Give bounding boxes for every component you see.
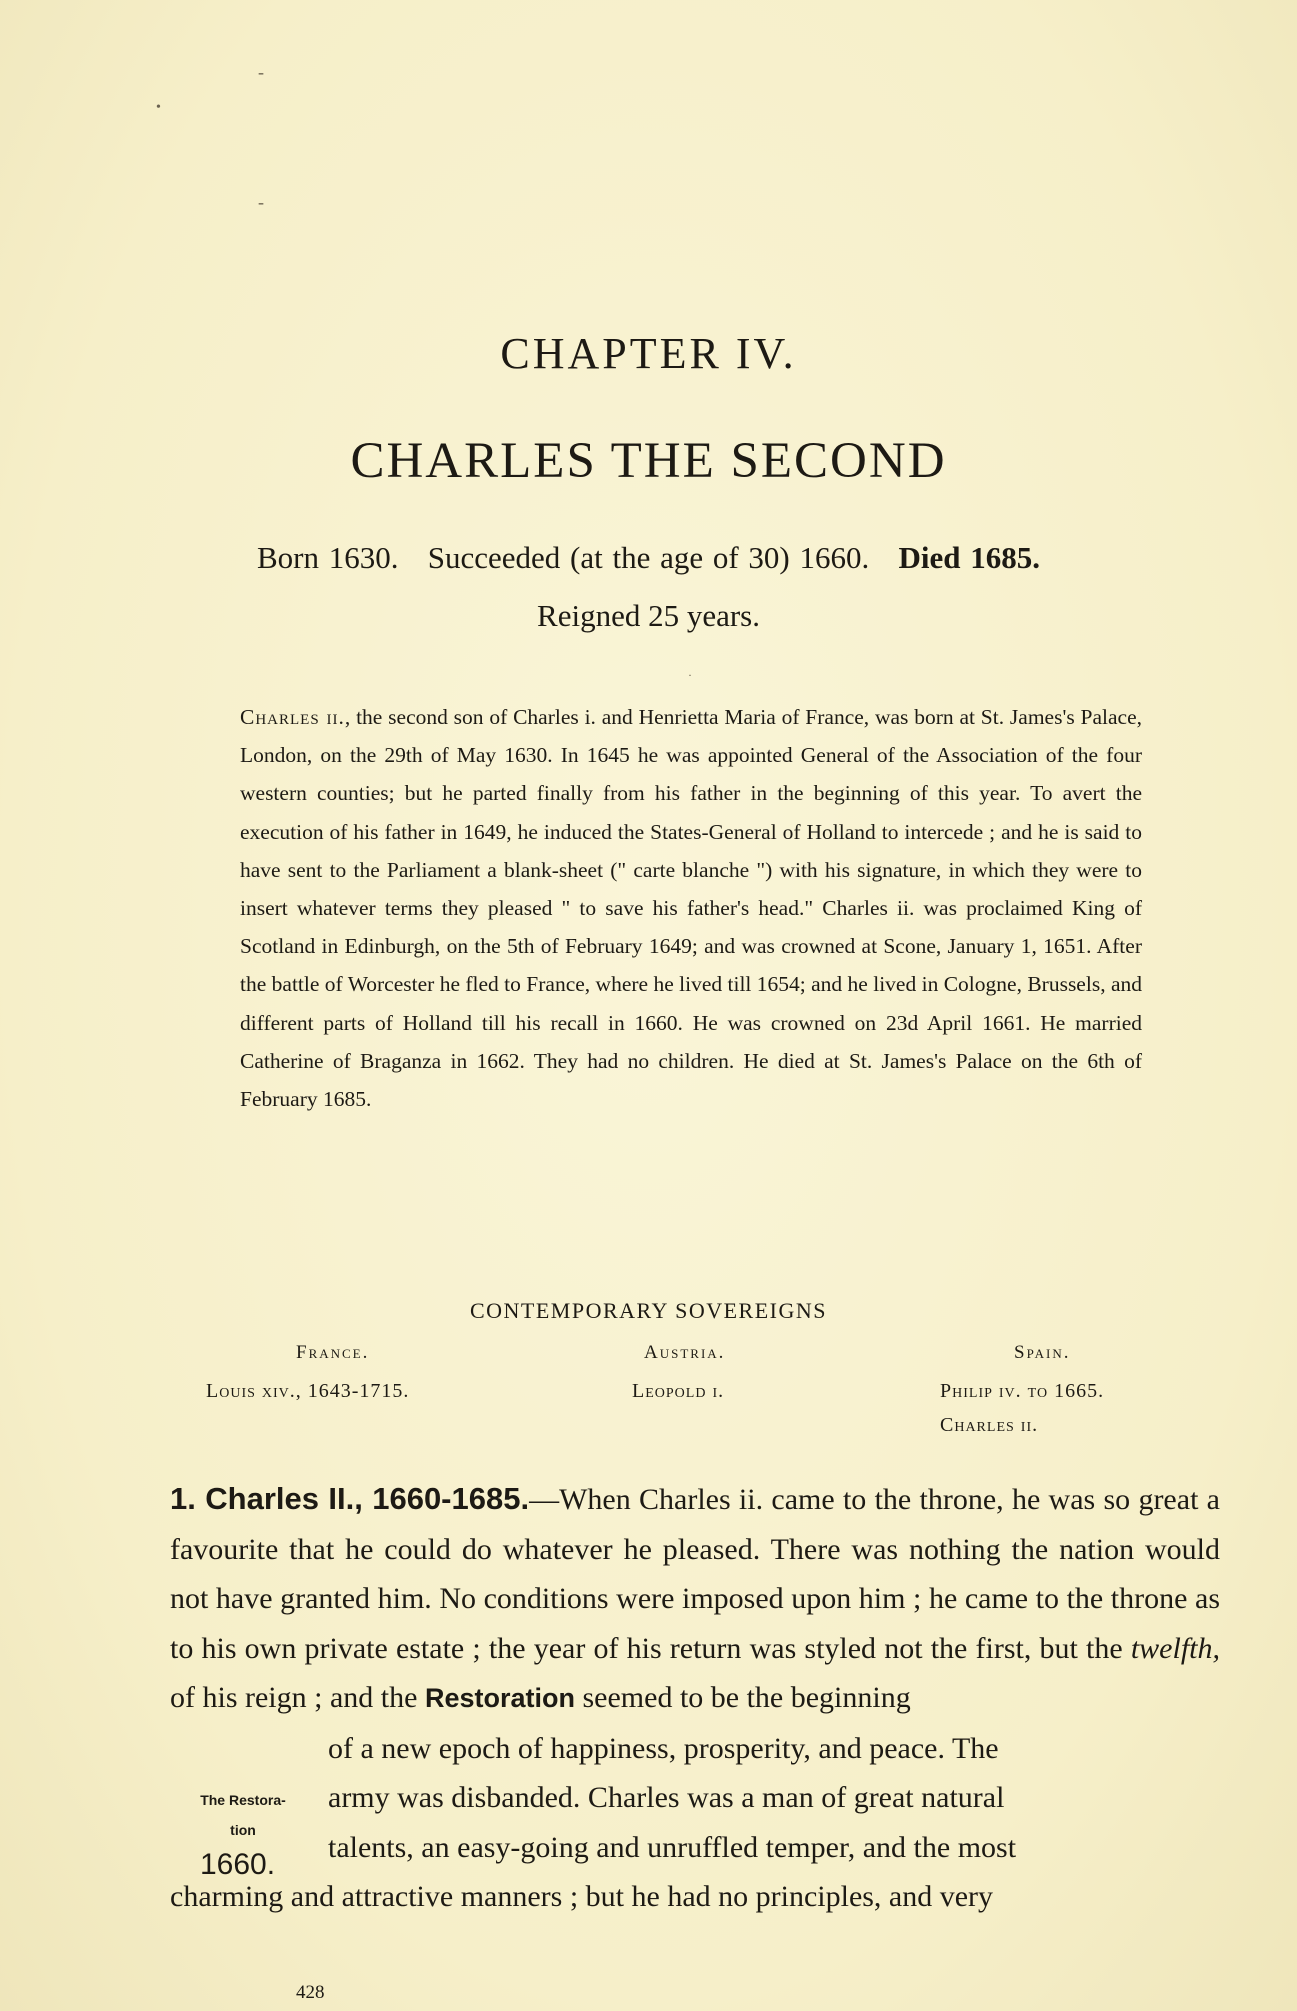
paragraph-heading: 1. Charles II., 1660-1685. — [170, 1481, 530, 1516]
chapter-heading: CHAPTER IV. — [500, 329, 797, 378]
sovereign-spain-2: Charles ii. — [940, 1414, 1039, 1436]
sovereign-column-france-heading: France. — [296, 1342, 370, 1363]
contemporary-sovereigns-title: CONTEMPORARY SOVEREIGNS — [469, 1298, 827, 1323]
stray-mark: - — [258, 62, 264, 82]
sovereign-column-spain-heading: Spain. — [1014, 1342, 1071, 1363]
chapter-title: CHARLES THE SECOND — [350, 433, 947, 489]
bio-text: , the second son of Charles i. and Henrietta Maria of France, was born at St. James's Palace, London, on the 29th of May 1630. In 1645 he was appointed General of the Association of the four western counties; but he parted finally from his father in the beginning of this year. To avert the execution of his father in 1649, he induced the States-General of Holland to intercede ; and he is said to have sent to the Parliament a blank-sheet (" carte blanche ") with his signature, in which they were to insert whatever terms they pleased " to save his father's head." Charles ii. was proclaimed King of Scotland in Edinburgh, on the 5th of February 1649; and was crowned at Scone, January 1, 1651. After the battle of Worcester he fled to France, where he lived till 1654; and he lived in Cologne, Brussels, and different parts of Holland till his recall in 1660. He was crowned on 23d April 1661. He married Catherine of Braganza in 1662. They had no children. He died at St. James's Palace on the 6th of February 1685. — [240, 705, 1143, 1112]
margin-note-year: 1660. — [200, 1848, 276, 1881]
main-paragraph-top — [170, 1474, 1220, 1724]
restoration-term: Restoration — [424, 1683, 575, 1713]
reign-dates — [0, 540, 1297, 576]
stray-dot: · — [688, 668, 692, 682]
last-line: charming and attractive manners ; but he had no principles, and very — [170, 1880, 994, 1913]
indented-line-1: of a new epoch of happiness, prosperity, and peace. The — [328, 1731, 999, 1765]
indented-line-2: army was disbanded. Charles was a man of great natural — [328, 1781, 1005, 1814]
margin-note — [168, 1782, 318, 1848]
paragraph-text-2: of his reign ; and the — [170, 1681, 425, 1714]
died-date: Died 1685. — [898, 540, 1041, 575]
bio-name: Charles ii. — [240, 705, 345, 729]
biography-paragraph — [240, 698, 1142, 1118]
margin-note-line-1: The Restora- — [200, 1792, 286, 1808]
margin-note-line-2: tion — [230, 1822, 256, 1838]
paragraph-text-1: —When Charles ii. came to the throne, he was so great a favourite that he could do whatever he pleased. There was nothing the nation would not have granted him. No conditions were imposed upon him ; he came to the throne as to his own private estate ; the year of his return was styled not the first, but the — [170, 1483, 1221, 1665]
stray-mark: - — [258, 192, 264, 212]
reign-length: Reigned 25 years. — [537, 598, 760, 633]
paragraph-italic: twelfth, — [1130, 1631, 1220, 1665]
born-date: Born 1630. — [256, 540, 399, 575]
indented-line-3: talents, an easy-going and unruffled temper, and the most — [328, 1830, 1017, 1864]
page-number: 428 — [296, 1982, 325, 2003]
succeeded-date: Succeeded (at the age of 30) 1660. — [427, 540, 870, 575]
paragraph-text-3: seemed to be the beginning — [574, 1681, 911, 1714]
stray-dot: • — [156, 100, 161, 115]
sovereign-column-austria-heading: Austria. — [644, 1342, 726, 1363]
main-paragraph — [170, 1474, 1220, 1922]
sovereign-france: Louis xiv., 1643-1715. — [206, 1380, 410, 1402]
sovereign-spain-1: Philip iv. to 1665. — [940, 1380, 1105, 1402]
sovereign-austria: Leopold i. — [632, 1380, 725, 1402]
